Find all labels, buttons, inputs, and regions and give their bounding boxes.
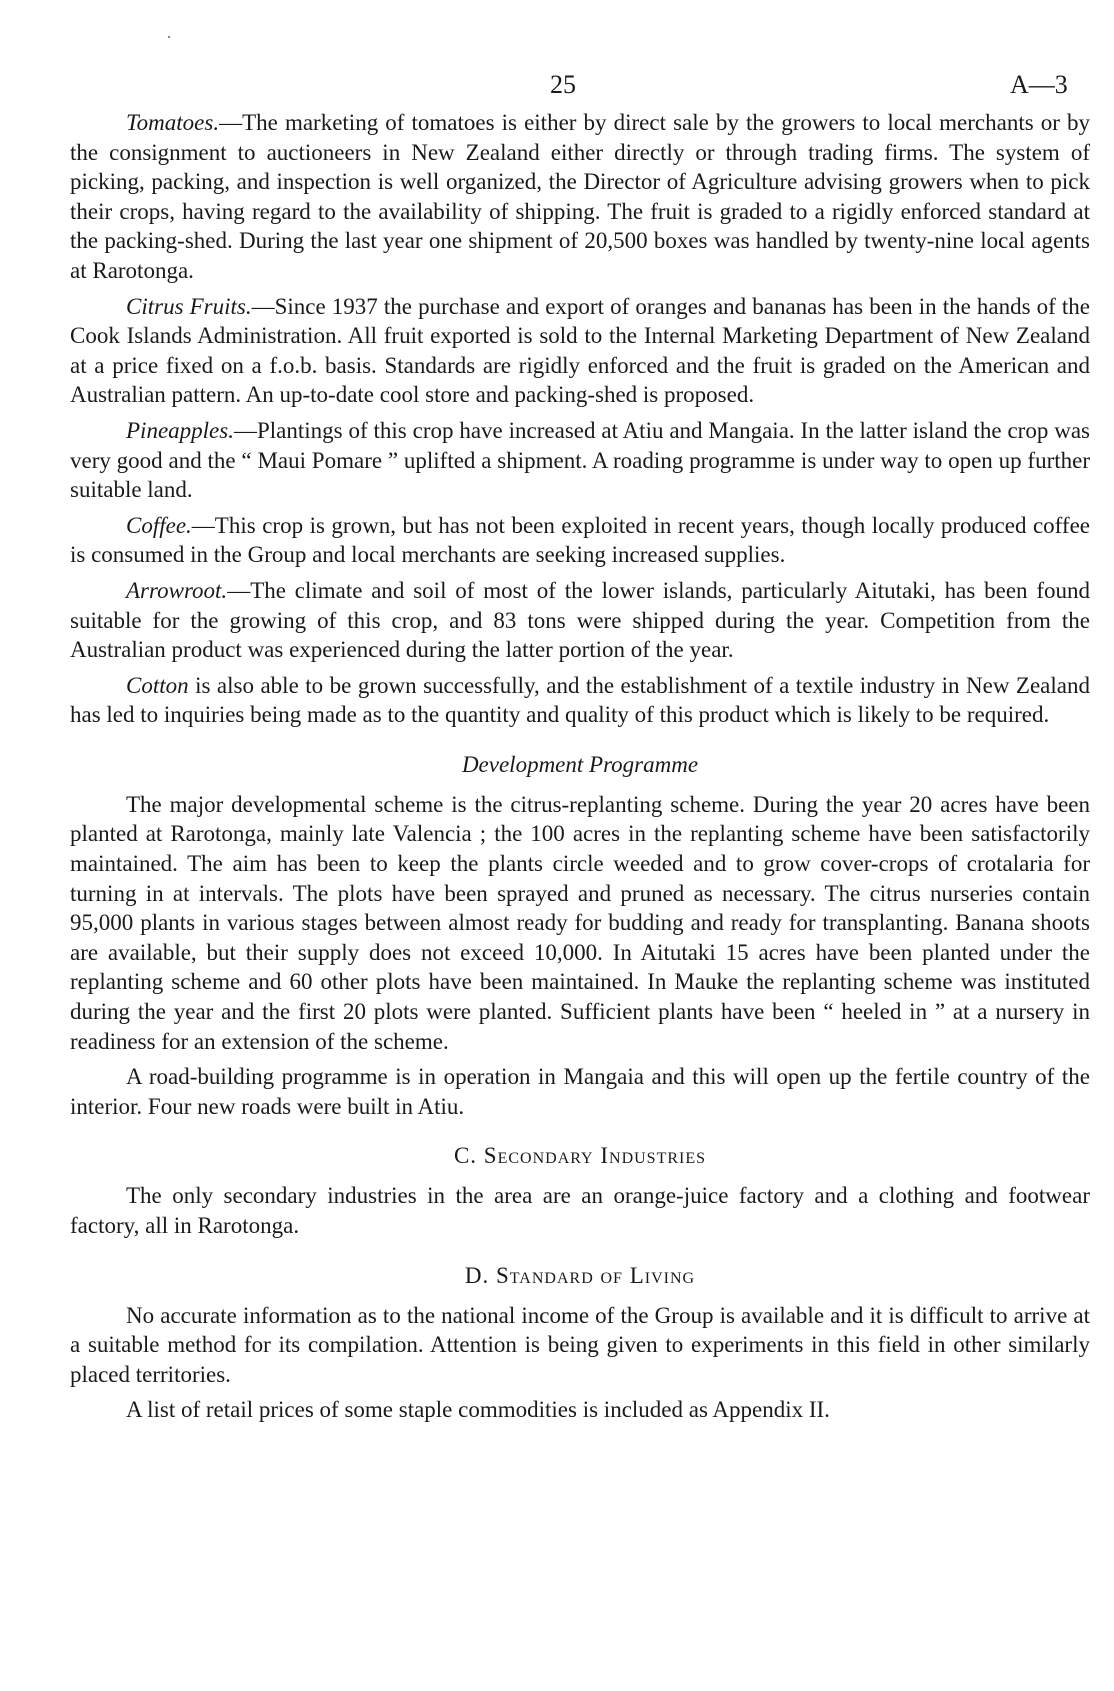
paragraph-development-1: The major developmental scheme is the citrus-replanting scheme. During the year 20 acres have been planted at Rarotonga, mainly late Valencia ; the 100 acres in the replanting scheme have been satisfactorily maintained. The aim has been to keep the plants circle weeded and to grow cover-crops of crotalaria for turning in at intervals. The plots have been sprayed and pruned as necessary. The citrus nurseries contain 95,000 plants in various stages between almost ready for budding and ready for transplanting. Banana shoots are available, but their supply does not exceed 10,000. In Aitutaki 15 acres have been planted under the replanting scheme and 60 other plots have been maintained. In Mauke the replanting scheme was instituted during the year and the first 20 plots were planted. Sufficient plants have been “ heeled in ” at a nursery in readiness for an extension of the scheme. xyxy=(70,791,1090,1054)
paragraph-coffee xyxy=(70,511,1090,570)
paragraph-standard-2: A list of retail prices of some staple commodities is included as Appendix II. xyxy=(126,1397,830,1423)
lead-cotton: Cotton xyxy=(126,672,189,698)
heading-development-programme: Development Programme xyxy=(461,751,699,777)
heading-secondary-industries: C. Secondary Industries xyxy=(453,1143,707,1169)
text-tomatoes: —The marketing of tomatoes is either by direct sale by the growers to local merchants or by the consignment to auctioneers in New Zealand either directly or through trading firms. The system of picking, packing, and inspection is well organized, the Director of Agriculture advising growers when to pick their crops, having regard to the availability of shipping. The fruit is graded to a rigidly enforced standard at the packing-shed. During the last year one shipment of 20,500 boxes was handled by twenty-nine local agents at Rarotonga. xyxy=(70,110,1090,283)
text-coffee: —This crop is grown, but has not been exploited in recent years, though locally produced coffee is consumed in the Group and local merchants are seeking increased supplies. xyxy=(70,512,1090,568)
page-reference: A—3 xyxy=(1010,70,1068,99)
paragraph-cotton xyxy=(70,671,1090,730)
text-arrowroot: —The climate and soil of most of the lower islands, particularly Aitutaki, has been found suitable for the growing of this crop, and 83 tons were shipped during the year. Competition from the Australian product was experienced during the latter portion of the year. xyxy=(70,577,1090,663)
lead-citrus: Citrus Fruits. xyxy=(126,293,252,319)
paragraph-secondary-industries: The only secondary industries in the area are an orange-juice factory and a clothing and footwear factory, all in Rarotonga. xyxy=(70,1183,1090,1238)
lead-tomatoes: Tomatoes. xyxy=(126,110,220,135)
text-pineapples: —Plantings of this crop have increased at Atiu and Mangaia. In the latter island the crop was very good and the “ Maui Pomare ” uplifted a shipment. A roading programme is under way to open up further suitable land. xyxy=(70,417,1090,503)
page-number: 25 xyxy=(550,70,576,99)
page-header xyxy=(70,60,1090,108)
paragraph-standard-1: No accurate information as to the national income of the Group is available and it is difficult to arrive at a suitable method for its compilation. Attention is being given to experiments in this field in other similarly placed territories. xyxy=(70,1302,1090,1387)
paragraph-tomatoes xyxy=(70,108,1090,286)
lead-arrowroot: Arrowroot. xyxy=(126,577,228,603)
paragraph-pineapples xyxy=(70,416,1090,505)
lead-pineapples: Pineapples. xyxy=(126,417,234,443)
paragraph-citrus xyxy=(70,292,1090,410)
paragraph-arrowroot xyxy=(70,576,1090,665)
document-page xyxy=(70,60,1090,1431)
paragraph-development-2: A road-building programme is in operation in Mangaia and this will open up the fertile country of the interior. Four new roads were built in Atiu. xyxy=(70,1064,1090,1119)
lead-coffee: Coffee. xyxy=(126,512,192,538)
text-cotton: is also able to be grown successfully, and the establishment of a textile industry in New Zealand has led to inquiries being made as to the quantity and quality of this product which is likely to be required. xyxy=(70,672,1090,728)
heading-standard-of-living: D. Standard of Living xyxy=(464,1262,696,1288)
text-citrus: —Since 1937 the purchase and export of oranges and bananas has been in the hands of the Cook Islands Administration. All fruit exported is sold to the Internal Marketing Department of New Zealand at a price fixed on a f.o.b. basis. Standards are rigidly enforced and the fruit is graded on the American and Australian pattern. An up-to-date cool store and packing-shed is proposed. xyxy=(70,293,1090,408)
scan-speck xyxy=(168,36,170,38)
